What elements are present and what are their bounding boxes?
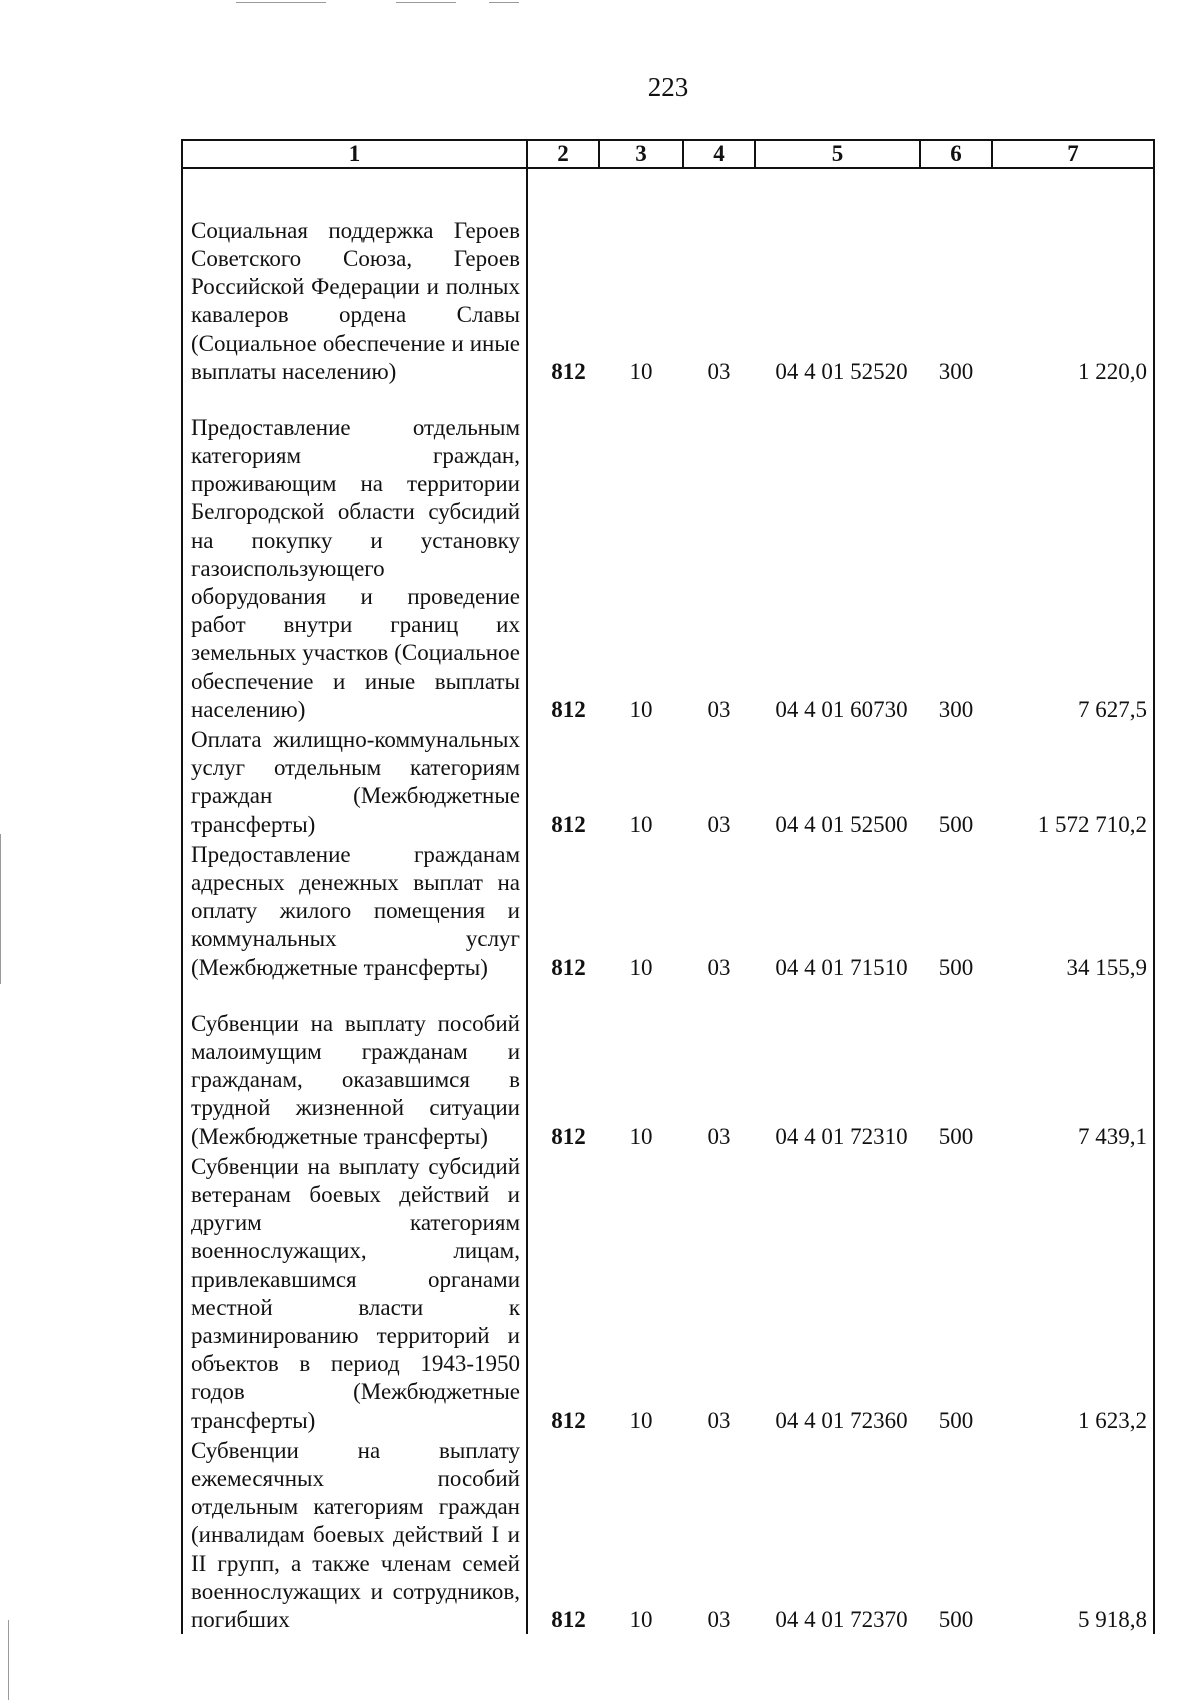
column-header-6: 6 xyxy=(920,140,992,168)
table-row xyxy=(182,724,1154,839)
row-expense-type: 500 xyxy=(938,1407,974,1433)
table-row xyxy=(182,168,1154,386)
row-admin-code: 812 xyxy=(551,359,586,384)
row-expense-type: 500 xyxy=(938,811,974,837)
row-admin-code: 812 xyxy=(551,811,586,837)
row-expense-type: 300 xyxy=(938,697,974,722)
row-subsection: 03 xyxy=(707,359,731,384)
table-row xyxy=(182,1151,1154,1435)
row-target-code: 04 4 01 60730 xyxy=(775,697,908,722)
row-name: Социальная поддержка Героев Советского Союза, Героев Российской Федерации и полных кавалеров ордена Славы (Социальное обеспечение и иные выплаты населению) xyxy=(182,168,527,386)
row-expense-type: 300 xyxy=(938,359,974,384)
row-amount: 1 220,0 xyxy=(992,168,1154,386)
row-name: Субвенции на выплату ежемесячных пособий отдельным категориям граждан (инвалидам боевых действий I и II групп, а также членам семей военнослужащих и сотрудников, погибших xyxy=(182,1435,527,1634)
table-row xyxy=(182,839,1154,982)
table-row xyxy=(182,982,1154,1151)
scan-line-top-2 xyxy=(396,2,456,3)
row-target-code: 04 4 01 72360 xyxy=(775,1407,908,1433)
row-section: 10 xyxy=(629,1123,653,1149)
row-section: 10 xyxy=(629,1607,653,1633)
row-subsection: 03 xyxy=(707,697,731,722)
row-amount: 1 623,2 xyxy=(992,1151,1154,1435)
row-name: Предоставление гражданам адресных денежных выплат на оплату жилого помещения и коммунальных услуг (Межбюджетные трансферты) xyxy=(182,839,527,982)
row-target-code: 04 4 01 71510 xyxy=(775,954,908,980)
row-target-code: 04 4 01 52500 xyxy=(775,811,908,837)
row-expense-type: 500 xyxy=(938,1607,974,1633)
row-subsection: 03 xyxy=(707,1407,731,1433)
row-target-code: 04 4 01 72310 xyxy=(775,1123,908,1149)
column-header-1: 1 xyxy=(182,140,527,168)
row-admin-code: 812 xyxy=(551,697,586,722)
scan-line-top-3 xyxy=(489,2,519,3)
row-expense-type: 500 xyxy=(938,1123,974,1149)
row-section: 10 xyxy=(629,811,653,837)
column-header-3: 3 xyxy=(599,140,683,168)
row-subsection: 03 xyxy=(707,1607,731,1633)
row-section: 10 xyxy=(629,954,653,980)
row-subsection: 03 xyxy=(707,954,731,980)
column-number-row xyxy=(182,140,1154,168)
scan-line-top-1 xyxy=(236,2,326,3)
budget-table xyxy=(181,139,1155,1634)
row-amount: 1 572 710,2 xyxy=(992,724,1154,839)
row-target-code: 04 4 01 52520 xyxy=(775,359,908,384)
row-amount: 7 627,5 xyxy=(992,386,1154,724)
column-header-5: 5 xyxy=(755,140,920,168)
row-target-code: 04 4 01 72370 xyxy=(775,1607,908,1633)
row-section: 10 xyxy=(629,1407,653,1433)
row-section: 10 xyxy=(629,697,653,722)
row-admin-code: 812 xyxy=(551,954,586,980)
table-row xyxy=(182,1435,1154,1634)
column-header-7: 7 xyxy=(992,140,1154,168)
row-name: Предоставление отдельным категориям граждан, проживающим на территории Белгородской области субсидий на покупку и установку газоиспользующего оборудования и проведение работ внутри границ их земельных участков (Социальное обеспечение и иные выплаты населению) xyxy=(182,386,527,724)
row-name: Субвенции на выплату субсидий ветеранам боевых действий и другим категориям военнослужащих, лицам, привлекавшимся органами местной власти к разминированию территорий и объектов в период 1943-1950 годов (Межбюджетные трансферты) xyxy=(182,1151,527,1435)
row-admin-code: 812 xyxy=(551,1407,586,1433)
row-name: Субвенции на выплату пособий малоимущим гражданам и гражданам, оказавшимся в трудной жизненной ситуации (Межбюджетные трансферты) xyxy=(182,982,527,1151)
scan-line-left-1 xyxy=(0,834,1,984)
row-amount: 34 155,9 xyxy=(992,839,1154,982)
table-row xyxy=(182,386,1154,724)
row-name: Оплата жилищно-коммунальных услуг отдельным категориям граждан (Межбюджетные трансферты) xyxy=(182,724,527,839)
row-admin-code: 812 xyxy=(551,1607,586,1633)
row-subsection: 03 xyxy=(707,1123,731,1149)
column-header-2: 2 xyxy=(527,140,599,168)
row-amount: 7 439,1 xyxy=(992,982,1154,1151)
row-expense-type: 500 xyxy=(938,954,974,980)
row-admin-code: 812 xyxy=(551,1123,586,1149)
budget-table-wrapper xyxy=(181,139,1153,1634)
scan-line-left-2 xyxy=(8,1620,9,1700)
row-subsection: 03 xyxy=(707,811,731,837)
row-amount: 5 918,8 xyxy=(992,1435,1154,1634)
page-number: 223 xyxy=(647,72,689,102)
row-section: 10 xyxy=(629,359,653,384)
column-header-4: 4 xyxy=(683,140,755,168)
